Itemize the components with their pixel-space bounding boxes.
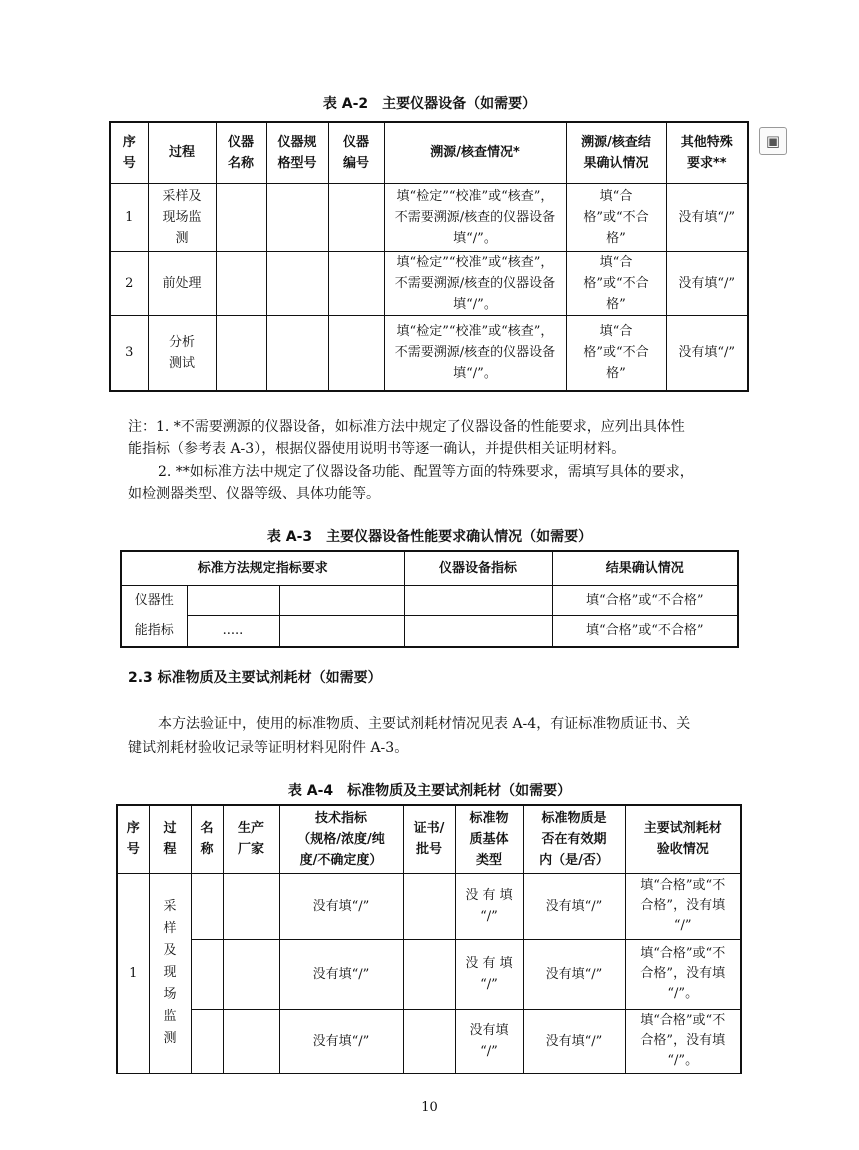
table-row [110,251,748,315]
section-paragraph-line-2: 键试剂耗材验收记录等证明材料见附件 A-3。 [128,740,409,756]
other-cell: 没有填“/” [666,251,748,315]
tech-cell: 没有填“/” [279,1009,403,1073]
empty-cell [216,315,266,391]
trace-cell: 填“检定”“校准”或“核查”，不需要溯源/核查的仪器设备填“/”。 [384,315,566,391]
note-1-line-2: 能指标（参考表 A-3），根据仪器使用说明书等逐一确认，并提供相关证明材料。 [128,441,626,457]
row-number: 3 [110,315,148,391]
empty-cell [223,873,279,939]
table-row [117,1009,741,1073]
header-cell: 仪器 编号 [328,122,384,183]
empty-cell [266,183,328,251]
empty-cell [328,315,384,391]
accept-cell: 填“合格”或“不 合格”，没有填 “/”。 [625,1009,741,1073]
header-cell: 名 称 [191,805,223,873]
empty-cell [279,616,404,647]
table-a4-header-row [117,805,741,873]
ellipsis-cell: ..... [187,616,279,647]
header-cell: 仪器设备指标 [404,551,552,585]
process-cell: 采样及 现场监 测 [148,183,216,251]
empty-cell [187,585,279,616]
table-a2-header-row [110,122,748,183]
confirm-cell: 填“合格”或“不合格” [566,183,666,251]
empty-cell [328,183,384,251]
header-cell: 标准方法规定指标要求 [121,551,404,585]
valid-cell: 没有填“/” [523,873,625,939]
empty-cell [191,1009,223,1073]
header-cell: 结果确认情况 [552,551,738,585]
accept-cell: 填“合格”或“不 合格”，没有填 “/”。 [625,939,741,1009]
frame-icon[interactable]: ▣ [759,127,787,155]
table-a3-header-row [121,551,738,585]
empty-cell [191,873,223,939]
empty-cell [223,939,279,1009]
accept-cell: 填“合格”或“不 合格”，没有填 “/” [625,873,741,939]
row-number: 2 [110,251,148,315]
section-heading: 2.3 标准物质及主要试剂耗材（如需要） [128,670,382,686]
header-cell: 标准物质是 否在有效期 内（是/否） [523,805,625,873]
other-cell: 没有填“/” [666,315,748,391]
trace-cell: 填“检定”“校准”或“核查”，不需要溯源/核查的仪器设备填“/”。 [384,183,566,251]
tech-cell: 没有填“/” [279,939,403,1009]
trace-cell: 填“检定”“校准”或“核查”，不需要溯源/核查的仪器设备填“/”。 [384,251,566,315]
matrix-cell: 没有填 “/” [455,1009,523,1073]
table-a4 [116,804,742,1074]
valid-cell: 没有填“/” [523,939,625,1009]
table-row [121,616,738,647]
header-cell: 序 号 [117,805,149,873]
header-cell: 技术指标 （规格/浓度/纯 度/不确定度） [279,805,403,873]
other-cell: 没有填“/” [666,183,748,251]
matrix-cell: 没 有 填 “/” [455,873,523,939]
page-number: 10 [421,1100,438,1115]
empty-cell [223,1009,279,1073]
valid-cell: 没有填“/” [523,1009,625,1073]
tech-cell: 没有填“/” [279,873,403,939]
table-row [121,585,738,616]
header-cell: 仪器规 格型号 [266,122,328,183]
header-cell: 标准物 质基体 类型 [455,805,523,873]
process-cell: 分析 测试 [148,315,216,391]
empty-cell [279,585,404,616]
table-a2-caption: 表 A-2 主要仪器设备（如需要） [322,96,537,112]
header-cell: 过程 [148,122,216,183]
note-2-line-1: 2. **如标准方法中规定了仪器设备功能、配置等方面的特殊要求，需填写具体的要求， [158,464,694,480]
empty-cell [266,315,328,391]
confirm-cell: 填“合格”或“不合格” [566,315,666,391]
header-cell: 证书/ 批号 [403,805,455,873]
empty-cell [404,616,552,647]
table-a3-caption: 表 A-3 主要仪器设备性能要求确认情况（如需要） [266,529,593,545]
table-row [110,183,748,251]
process-cell: 采 样 及 现 场 监 测 [149,873,191,1073]
matrix-cell: 没 有 填 “/” [455,939,523,1009]
header-cell: 溯源/核查结 果确认情况 [566,122,666,183]
header-cell: 主要试剂耗材 验收情况 [625,805,741,873]
table-a2 [109,121,749,392]
header-cell: 过 程 [149,805,191,873]
row-number: 1 [117,873,149,1073]
table-row [117,873,741,939]
empty-cell [403,939,455,1009]
result-cell: 填“合格”或“不合格” [552,616,738,647]
header-cell: 生产 厂家 [223,805,279,873]
process-cell: 前处理 [148,251,216,315]
note-1-line-1: 注：1. *不需要溯源的仪器设备，如标准方法中规定了仪器设备的性能要求，应列出具体性 [128,419,685,435]
empty-cell [191,939,223,1009]
empty-cell [404,585,552,616]
note-2-line-2: 如检测器类型、仪器等级、具体功能等。 [128,486,380,502]
table-row [110,315,748,391]
table-a4-caption: 表 A-4 标准物质及主要试剂耗材（如需要） [287,783,572,799]
empty-cell [216,183,266,251]
header-cell: 溯源/核查情况* [384,122,566,183]
row-number: 1 [110,183,148,251]
empty-cell [328,251,384,315]
empty-cell [403,1009,455,1073]
header-cell: 其他特殊 要求** [666,122,748,183]
header-cell: 序 号 [110,122,148,183]
table-a3 [120,550,739,648]
section-paragraph-line-1: 本方法验证中，使用的标准物质、主要试剂耗材情况见表 A-4，有证标准物质证书、关 [158,716,691,732]
result-cell: 填“合格”或“不合格” [552,585,738,616]
header-cell: 仪器 名称 [216,122,266,183]
table-row [117,939,741,1009]
empty-cell [403,873,455,939]
confirm-cell: 填“合格”或“不合格” [566,251,666,315]
row-label: 仪器性 能指标 [121,585,187,647]
empty-cell [266,251,328,315]
empty-cell [216,251,266,315]
